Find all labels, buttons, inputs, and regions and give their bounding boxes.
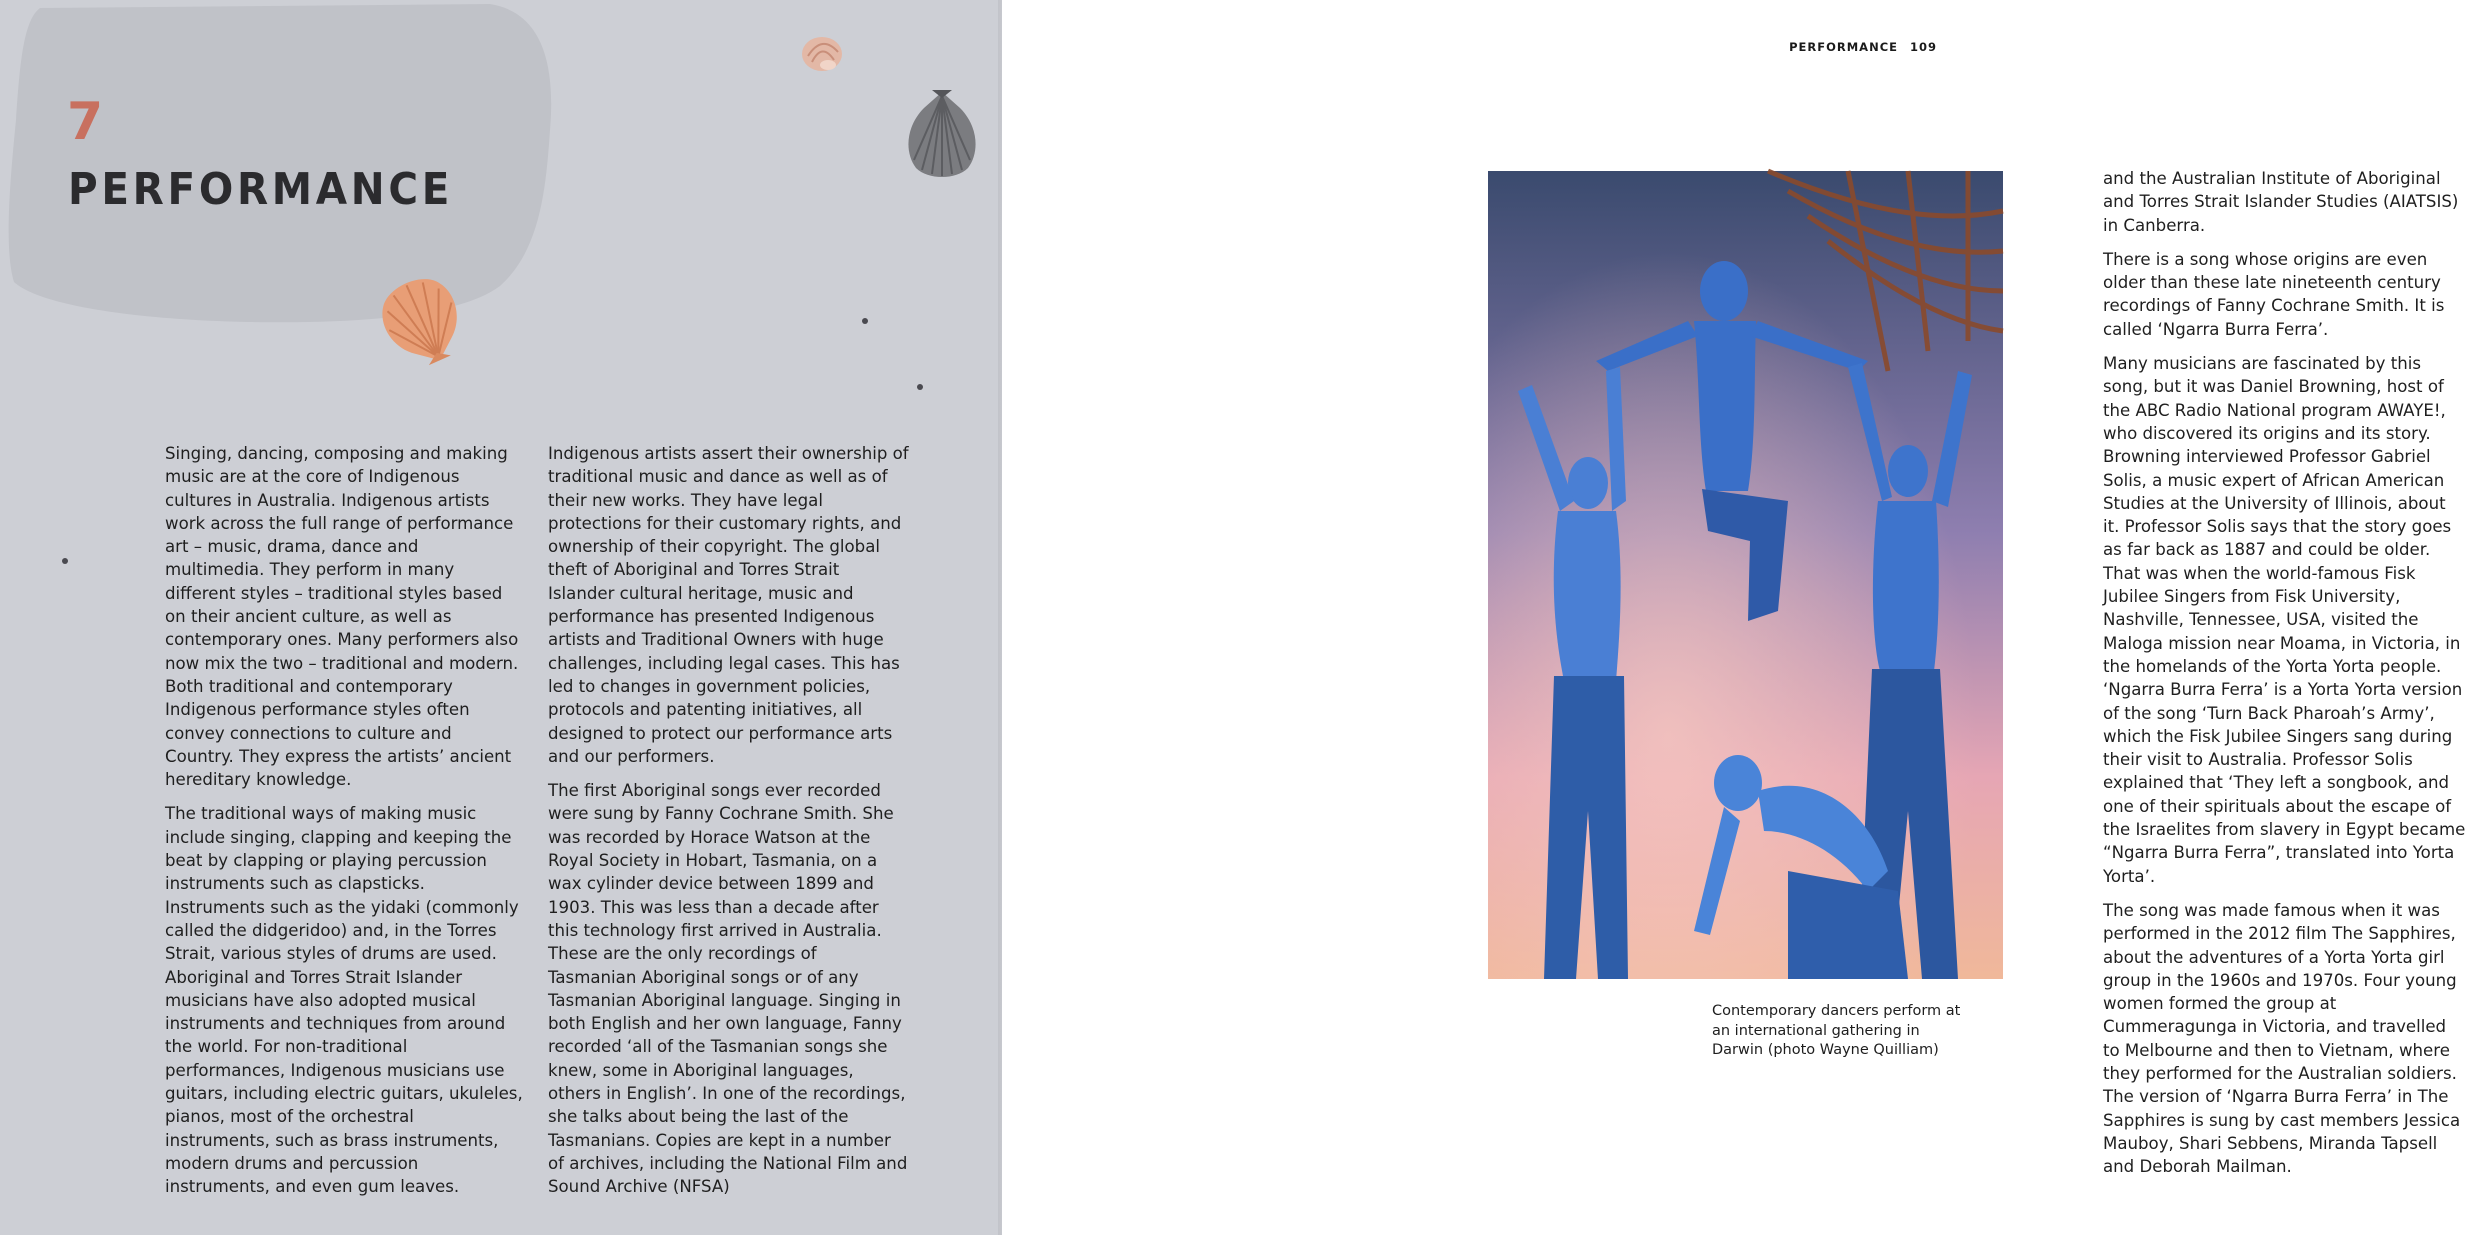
running-head-title: PERFORMANCE [1789,40,1898,54]
grey-scallop-shell [902,86,982,182]
paragraph: Singing, dancing, composing and making music are at the core of Indigenous cultures in Australia. Indigenous artists work across the full range of performance art – music, drama, dance and multimedia. They perform in many different styles – traditional styles based on their ancient culture, as well as contemporary ones. Many performers also now mix the two – traditional and modern. Both traditional and contemporary Indigenous performance styles often convey connections to culture and Country. They express the artists’ ancient hereditary knowledge. [165,444,519,790]
paragraph: Indigenous artists assert their ownership of traditional music and dance as well as of their new works. They have legal protections for their customary rights, and ownership of their copyright. The global theft of Aboriginal and Torres Strait Islander cultural heritage, music and performance has presented Indigenous artists and Traditional Owners with huge challenges, including legal cases. This has led to changes in government policies, protocols and patenting initiatives, all designed to protect our performance arts and our performers. [548,444,909,766]
decorative-dot [917,384,923,390]
dancers-photo [1488,171,2003,979]
paragraph: The first Aboriginal songs ever recorded were sung by Fanny Cochrane Smith. She was recorded by Horace Watson at the Royal Society in Hobart, Tasmania, on a wax cylinder device between 1899 and 1903. This was less than a decade after this technology first arrived in Australia. These are the only recordings of Tasmanian Aboriginal songs or of any Tasmanian Aboriginal language. Singing in both English and her own language, Fanny recorded ‘all of the Tasmanian songs she knew, some in Aboriginal languages, others in English’. In one of the recordings, she talks about being the last of the Tasmanians. Copies are kept in a number of archives, including the National Film and Sound Archive (NFSA) [548,781,908,1197]
body-column-1 [165,442,523,1199]
paragraph: Many musicians are fascinated by this song, but it was Daniel Browning, host of the ABC Radio National program AWAYE!, who discovered its origins and its story. Browning interviewed Professor Gabriel Solis, a music expert of African American Studies at the University of Illinois, about it. Professor Solis says that the story goes as far back as 1887 and could be older. That was when the world-famous Fisk Jubilee Singers from Fisk University, Nashville, Tennessee, USA, visited the Maloga mission near Moama, in Victoria, in the homelands of the Yorta Yorta people. ‘Ngarra Burra Ferra’ is a Yorta Yorta version of the song ‘Turn Back Pharoah’s Army’, which the Fisk Jubilee Singers sang during their visit to Australia. Professor Solis explained that ‘They left a songbook, and one of their spirituals about the escape of the Israelites from slavery in Egypt became “Ngarra Burra Ferra”, translated into Yorta Yorta’. [2103,354,2466,886]
chapter-number: 7 [67,92,105,152]
orange-scallop-shell [376,268,468,372]
paragraph: There is a song whose origins are even older than these late nineteenth century recordings of Fanny Cochrane Smith. It is called ‘Ngarra Burra Ferra’. [2103,249,2445,339]
decorative-dot [62,558,68,564]
photo-caption: Contemporary dancers perform at an international gathering in Darwin (photo Wayne Quilliam) [1712,1003,1961,1058]
right-page [1002,0,2466,1235]
small-pink-shell [798,32,846,76]
left-page [0,0,1002,1235]
body-column-3 [2103,167,2467,1178]
running-head [1789,40,1937,54]
paragraph: The traditional ways of making music include singing, clapping and keeping the beat by clapping or playing percussion instruments such as clapsticks. Instruments such as the yidaki (commonly called the didgeridoo) and, in the Torres Strait, various styles of drums are used. Aboriginal and Torres Strait Islander musicians have also adopted musical instruments and techniques from around the world. For non-traditional performances, Indigenous musicians use guitars, including electric guitars, ukuleles, pianos, most of the orchestral instruments, such as brass instruments, modern drums and percussion instruments, and even gum leaves. [165,804,523,1197]
chapter-title: PERFORMANCE [68,164,454,215]
paragraph: and the Australian Institute of Aboriginal and Torres Strait Islander Studies (AIATSIS) in Canberra. [2103,169,2459,235]
decorative-dot [862,318,868,324]
body-column-2 [548,442,910,1199]
paragraph: The song was made famous when it was performed in the 2012 film The Sapphires, about the adventures of a Yorta Yorta girl group in the 1960s and 1970s. Four young women formed the group at Cummeragunga in Victoria, and travelled to Melbourne and then to Vietnam, where they performed for the Australian soldiers. The version of ‘Ngarra Burra Ferra’ in The Sapphires is sung by cast members Jessica Mauboy, Shari Sebbens, Miranda Tapsell and Deborah Mailman. [2103,900,2461,1177]
page-number: 109 [1909,40,1937,54]
